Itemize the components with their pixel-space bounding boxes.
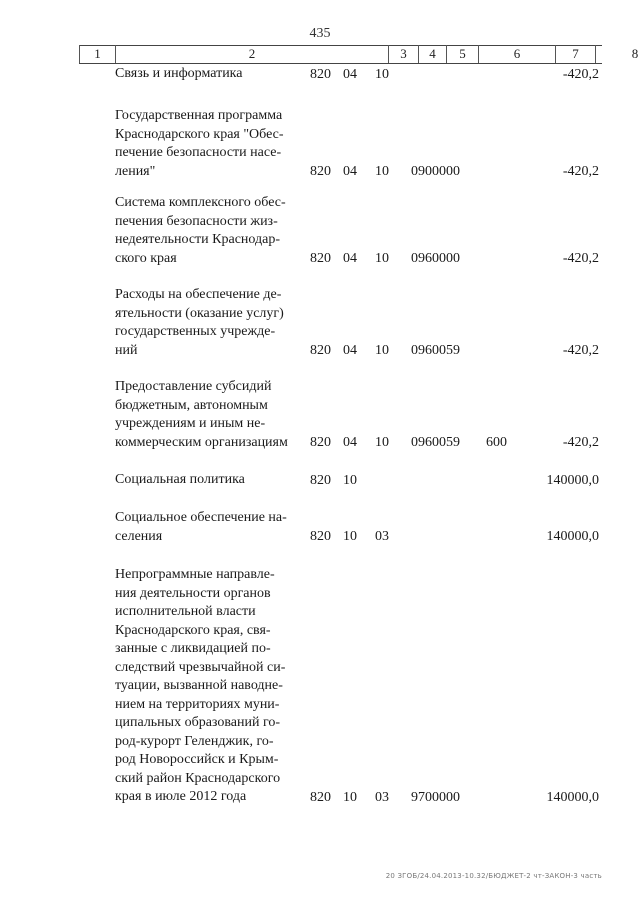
header-bottom-border [79, 63, 602, 64]
table-header [79, 45, 639, 63]
header-col-2: 2 [115, 45, 388, 63]
cell-ved: 820 [310, 342, 331, 358]
cell-rz: 04 [343, 163, 357, 179]
cell-csr: 0960059 [411, 342, 460, 358]
cell-pr: 10 [375, 250, 389, 266]
header-col-7: 7 [555, 45, 595, 63]
cell-sum: -420,2 [562, 434, 599, 450]
cell-sum: 140000,0 [546, 528, 599, 544]
table-row [0, 65, 640, 84]
row-name: Предоставление субсидий бюджетным, автономным учреждениям и иным не- коммерческим организациям [115, 379, 288, 450]
cell-rz: 10 [343, 528, 357, 544]
cell-pr: 03 [375, 789, 389, 805]
cell-ved: 820 [310, 789, 331, 805]
cell-csr: 0960059 [411, 434, 460, 450]
table-row [0, 194, 640, 268]
row-name: Связь и информатика [115, 66, 243, 81]
table-row [0, 471, 640, 490]
table-row [0, 107, 640, 181]
cell-vr: 600 [486, 434, 507, 450]
cell-pr: 03 [375, 528, 389, 544]
table-row [0, 509, 640, 546]
cell-ved: 820 [310, 434, 331, 450]
table-row [0, 286, 640, 360]
table-row [0, 566, 640, 807]
header-col-1: 1 [79, 45, 115, 63]
cell-sum: -420,2 [562, 66, 599, 82]
header-col-4: 4 [418, 45, 446, 63]
cell-ved: 820 [310, 66, 331, 82]
cell-pr: 10 [375, 342, 389, 358]
cell-pr: 10 [375, 66, 389, 82]
header-col-3: 3 [388, 45, 418, 63]
header-col-6: 6 [478, 45, 555, 63]
cell-rz: 10 [343, 472, 357, 488]
cell-ved: 820 [310, 472, 331, 488]
cell-sum: 140000,0 [546, 472, 599, 488]
cell-sum: -420,2 [562, 250, 599, 266]
cell-sum: -420,2 [562, 163, 599, 179]
cell-ved: 820 [310, 250, 331, 266]
cell-rz: 04 [343, 250, 357, 266]
cell-pr: 10 [375, 434, 389, 450]
cell-csr: 0900000 [411, 163, 460, 179]
row-name: Непрограммные направле- ния деятельности органов исполнительной власти Краснодарского края, свя- занные с ликвидацией по- следствий чрезвычайной си- туации, вызванной наводне- нием на территориях муни- ципальных образований го- род-курорт Геленджик, го- род Новороссийск и Крым- ский район Краснодарского края в июле 2012 года [115, 567, 286, 804]
row-name: Система комплексного обес- печения безопасности жиз- недеятельности Краснодар- ского края [115, 195, 286, 266]
cell-rz: 04 [343, 434, 357, 450]
footer-filename: 20 ЗГОБ/24.04.2013-10.32/БЮДЖЕТ-2 чт-ЗАКОН-3 часть [385, 872, 602, 880]
cell-csr: 0960000 [411, 250, 460, 266]
row-name: Социальная политика [115, 472, 245, 487]
cell-rz: 04 [343, 342, 357, 358]
cell-rz: 04 [343, 66, 357, 82]
row-name: Расходы на обеспечение де- ятельности (оказание услуг) государственных учрежде- ний [115, 287, 284, 358]
row-name: Социальное обеспечение на- селения [115, 510, 287, 544]
table-row [0, 378, 640, 452]
row-name: Государственная программа Краснодарского края "Обес- печение безопасности насе- ления" [115, 108, 284, 179]
cell-sum: 140000,0 [546, 789, 599, 805]
cell-pr: 10 [375, 163, 389, 179]
page-number: 435 [309, 26, 331, 41]
cell-sum: -420,2 [562, 342, 599, 358]
cell-ved: 820 [310, 163, 331, 179]
cell-csr: 9700000 [411, 789, 460, 805]
cell-ved: 820 [310, 528, 331, 544]
header-col-8: 8 [595, 45, 640, 63]
header-col-5: 5 [446, 45, 478, 63]
cell-rz: 10 [343, 789, 357, 805]
